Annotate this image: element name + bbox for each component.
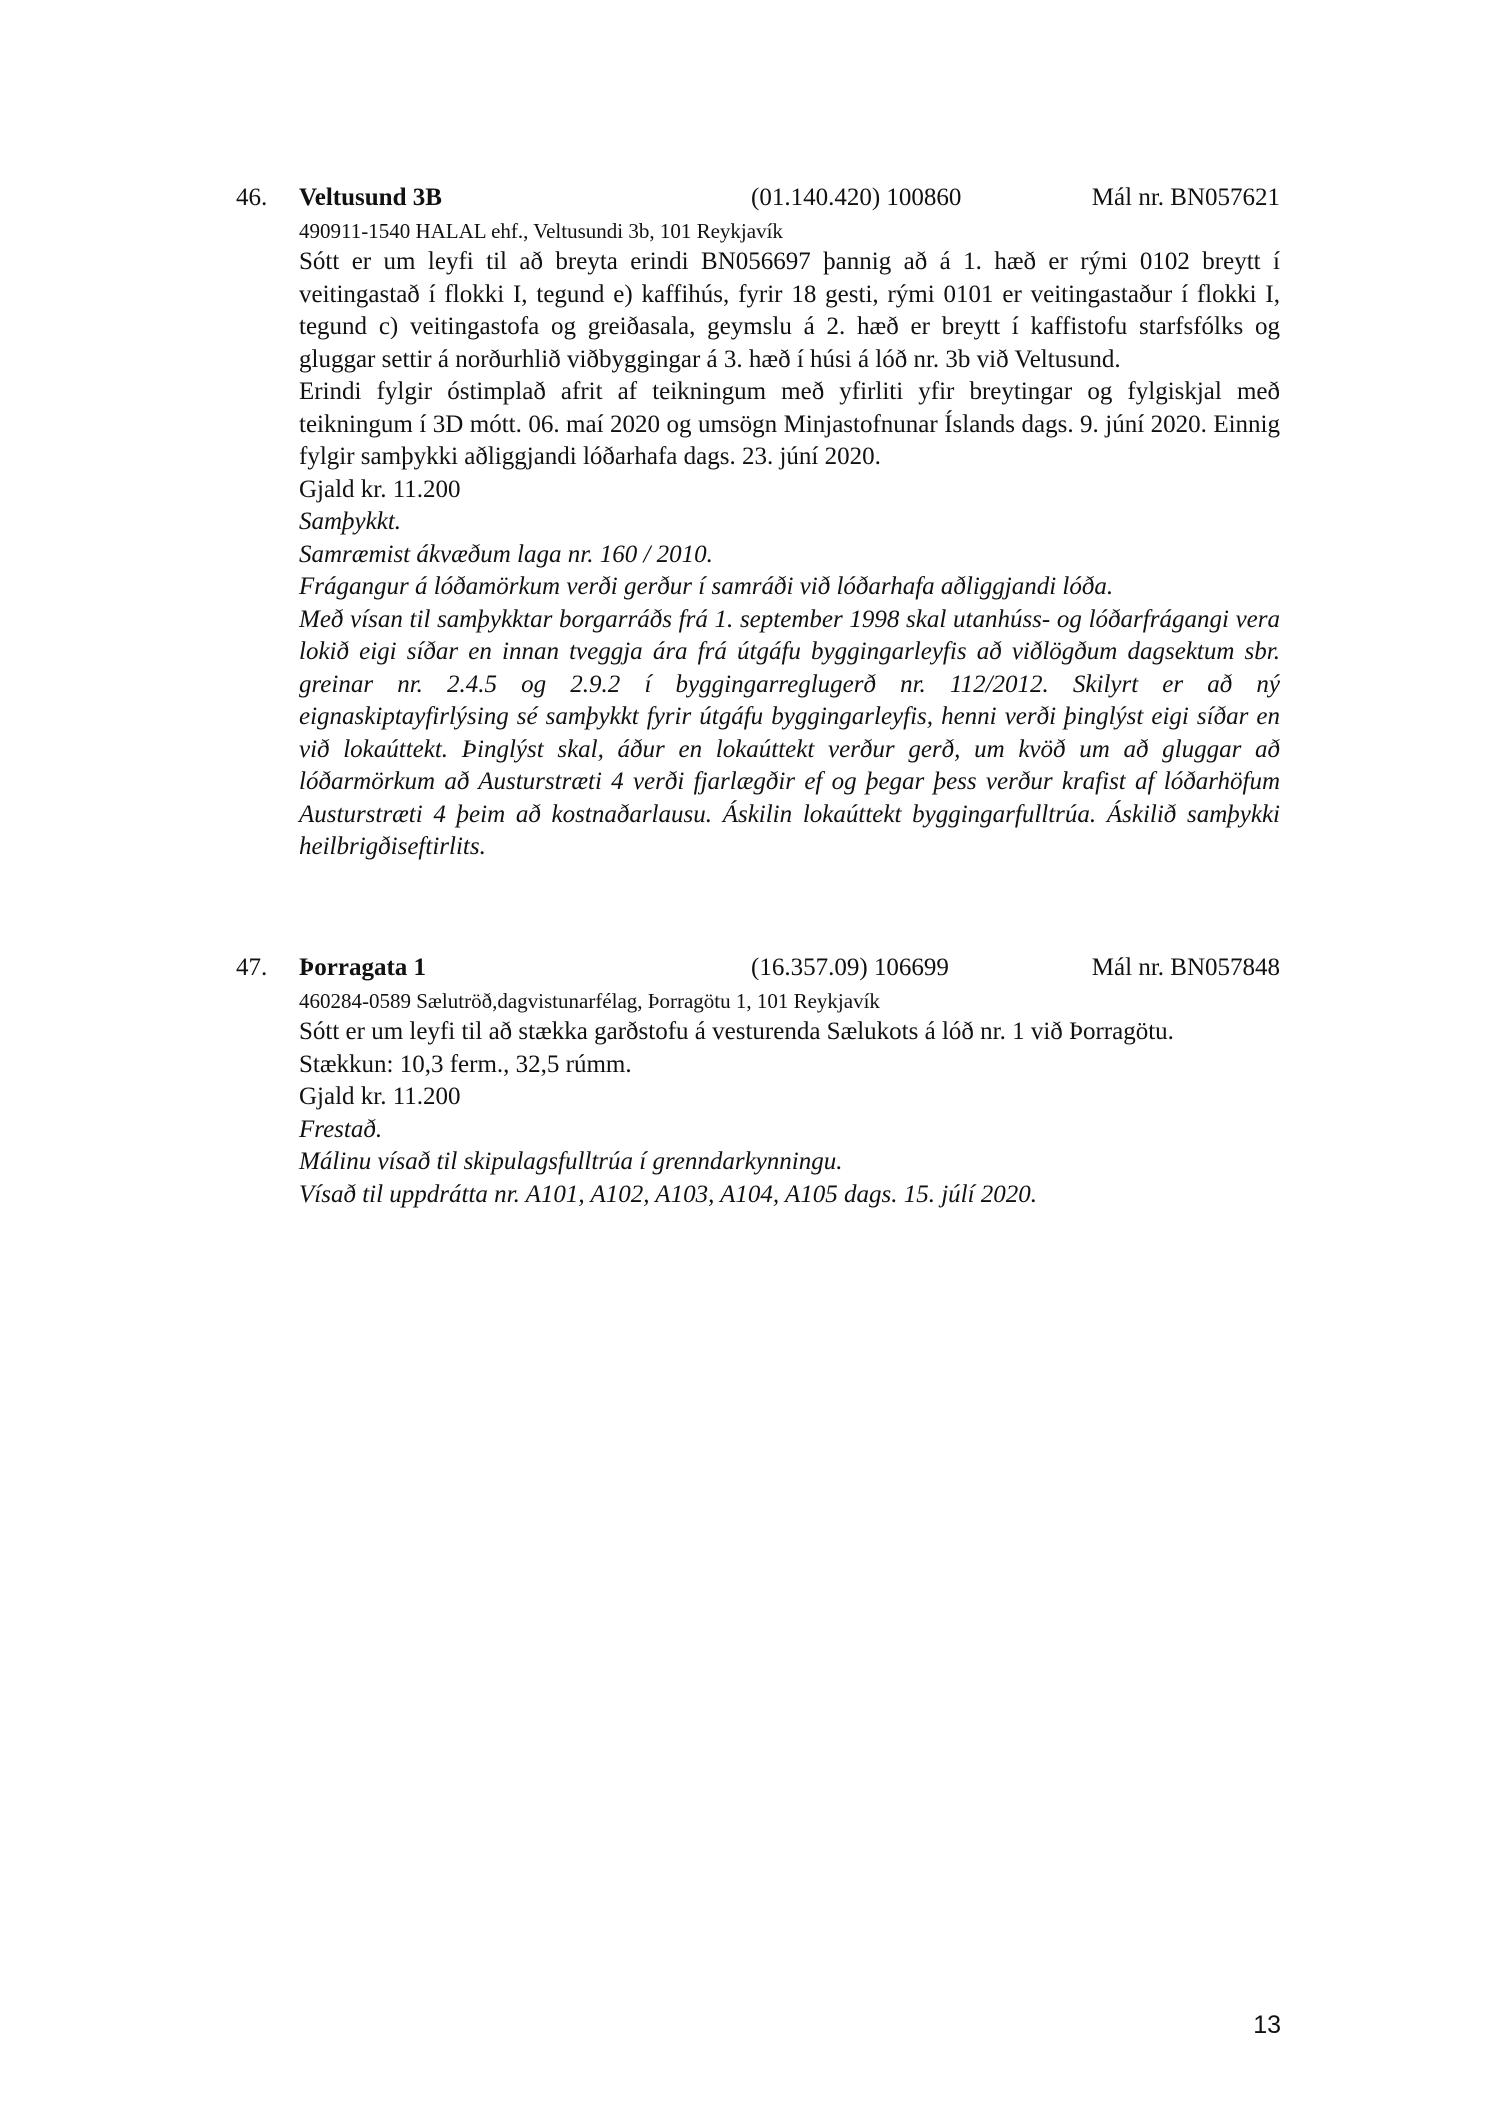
case-number: 47. <box>236 954 268 981</box>
case-title: Þorragata 1 <box>299 954 427 981</box>
case-entry-47 <box>236 950 1280 1211</box>
case-reference: (01.140.420) 100860 <box>751 184 962 211</box>
case-decision-note: Samræmist ákvæðum laga nr. 160 / 2010. <box>299 540 713 568</box>
case-number: 46. <box>236 184 268 211</box>
case-expansion: Stækkun: 10,3 ferm., 32,5 rúmm. <box>299 1050 632 1078</box>
case-decision: Frestað. <box>299 1115 383 1143</box>
case-fee: Gjald kr. 11.200 <box>299 475 461 503</box>
case-mal-number: Mál nr. BN057848 <box>1091 954 1280 981</box>
case-header <box>236 180 1280 216</box>
case-decision-conditions: Með vísan til samþykktar borgarráðs frá 1. september 1998 skal utanhúss- og lóðarfrágangi vera lokið eigi síðar en innan tveggja ára frá útgáfu byggingarleyfis að viðlögðum dagsektum sbr. greinar nr. 2.4.5 og 2.9.2 í byggingarreglugerð nr. 112/2012. Skilyrt er að ný eignaskiptayfirlýsing sé samþykkt fyrir útgáfu byggingarleyfis, henni verði þinglýst eigi síðar en við lokaúttekt. Þinglýst skal, áður en lokaúttekt verður gerð, um kvöð um að gluggar að lóðarmörkum að Austurstræti 4 verði fjarlægðir ef og þegar þess verður krafist af lóðarhöfum Austurstræti 4 þeim að kostnaðarlausu. Áskilin lokaúttekt byggingarfulltrúa. Áskilið samþykki heilbrigðiseftirlits. <box>299 605 1280 860</box>
case-header <box>236 950 1280 986</box>
case-mal-number: Mál nr. BN057621 <box>1091 184 1280 211</box>
case-description: Sótt er um leyfi til að breyta erindi BN056697 þannig að á 1. hæð er rými 0102 breytt í veitingastað í flokki I, tegund e) kaffihús, fyrir 18 gesti, rými 0101 er veitingastaður í flokki I, tegund c) veitingastofa og greiðasala, geymslu á 2. hæð er breytt í kaffistofu starfsfólks og gluggar settir á norðurhlið viðbyggingar á 3. hæð í húsi á lóð nr. 3b við Veltusund. <box>299 248 1280 373</box>
case-applicant: 490911-1540 HALAL ehf., Veltusundi 3b, 101 Reykjavík <box>299 219 783 243</box>
case-decision-note: Vísað til uppdrátta nr. A101, A102, A103, A104, A105 dags. 15. júlí 2020. <box>299 1180 1038 1208</box>
case-title: Veltusund 3B <box>299 184 442 211</box>
case-decision: Samþykkt. <box>299 508 402 535</box>
case-attachments: Erindi fylgir óstimplað afrit af teikningum með yfirliti yfir breytingar og fylgiskjal með teikningum í 3D mótt. 06. maí 2020 og umsögn Minjastofnunar Íslands dags. 9. júní 2020. Einnig fylgir samþykki aðliggjandi lóðarhafa dags. 23. júní 2020. <box>299 378 1280 470</box>
case-entry-46 <box>236 180 1280 864</box>
case-description: Sótt er um leyfi til að stækka garðstofu á vesturenda Sælukots á lóð nr. 1 við Þorragötu. <box>299 1018 1174 1045</box>
case-body <box>299 986 1280 1211</box>
case-fee: Gjald kr. 11.200 <box>299 1083 461 1110</box>
case-decision-note: Málinu vísað til skipulagsfulltrúa í grenndarkynningu. <box>299 1148 843 1175</box>
page-number: 13 <box>1253 2011 1281 2039</box>
case-reference: (16.357.09) 106699 <box>751 954 949 981</box>
case-body <box>299 216 1280 864</box>
case-decision-note: Frágangur á lóðamörkum verði gerður í samráði við lóðarhafa aðliggjandi lóða. <box>299 573 1114 600</box>
case-applicant: 460284-0589 Sælutröð,dagvistunarfélag, Þorragötu 1, 101 Reykjavík <box>299 989 880 1013</box>
